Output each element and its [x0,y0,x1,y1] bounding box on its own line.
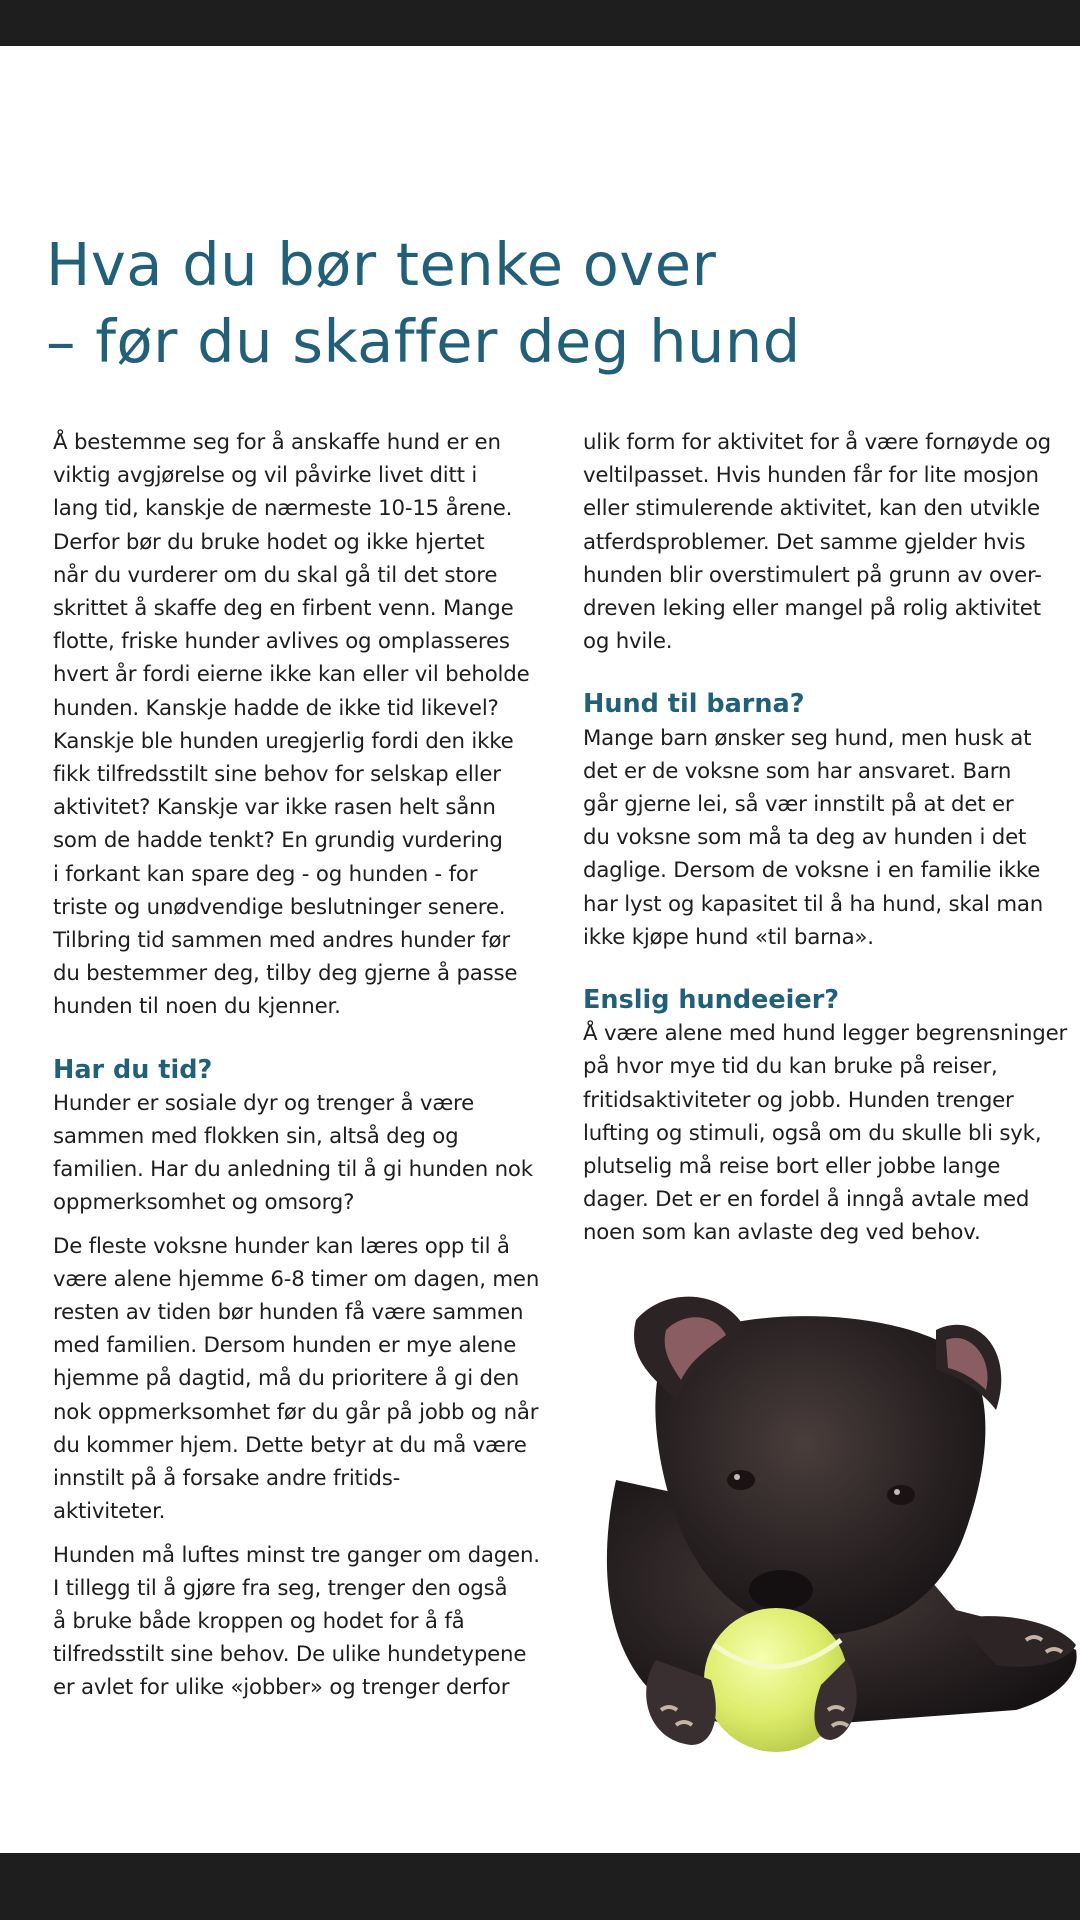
right-column [583,426,1080,1250]
time-paragraph-2: De fleste voksne hunder kan læres opp til å være alene hjemme 6-8 timer om dagen, men resten av tiden bør hunden få være sammen med familien. Dersom hunden er mye alene hjemme på dagtid, må du prioritere å gi den nok oppmerksomhet før du går på jobb og når du kommer hjem. Dette betyr at du må være innstilt på å forsake andre fritids- aktiviteter. [53,1233,540,1525]
time-paragraph-3: Hunden må luftes minst tre ganger om dagen. I tillegg til å gjøre fra seg, trenger den også å bruke både kroppen og hodet for å få tilfredsstilt sine behov. De ulike hundetypene er avlet for ulike «jobber» og trenger derfor [53,1542,540,1701]
intro-paragraph: Å bestemme seg for å anskaffe hund er en viktig avgjørelse og vil påvirke livet ditt i lang tid, kanskje de nærmeste 10-15 årene. Derfor bør du bruke hodet og ikke hjertet når du vurderer om du skal gå til det store skrittet å skaffe deg en firbent venn. Mange flotte, friske hunder avlives og omplasseres hvert år fordi eierne ikke kan eller vil beholde hunden. Kanskje hadde de ikke tid likevel? Kanskje ble hunden uregjerlig fordi den ikke fikk tilfredsstilt sine behov for selskap eller aktivitet? Kanskje var ikke rasen helt sånn som de hadde tenkt? En grundig vurdering i forkant kan spare deg - og hunden - for triste og unødvendige beslutninger senere. Tilbring tid sammen med andres hunder før du bestemmer deg, tilby deg gjerne å passe hunden til noen du kjenner. [53,430,530,1020]
kids-paragraph: Mange barn ønsker seg hund, men husk at det er de voksne som har ansvaret. Barn går gjerne lei, så vær innstilt på at det er du voksne som må ta deg av hunden i det daglige. Dersom de voksne i en familie ikke har lyst og kapasitet til å ha hund, skal man ikke kjøpe hund «til barna». [583,725,1044,950]
heading-kids: Hund til barna? [583,689,805,720]
bottom-bar [0,1853,1080,1920]
heading-time: Har du tid? [53,1054,213,1085]
time-paragraph-1: Hunder er sosiale dyr og trenger å være sammen med flokken sin, altså deg og familien. Har du anledning til å gi hunden nok oppmerksomhet og omsorg? [53,1090,533,1216]
continuation-paragraph: ulik form for aktivitet for å være fornøyde og veltilpasset. Hvis hunden får for lite mosjon eller stimulerende aktivitet, kan den utvikle atferdsproblemer. Det samme gjelder hvis hunden blir overstimulert på grunn av over- dreven leking eller mangel på rolig aktivitet og hvile. [583,430,1051,655]
title-line-2: – før du skaffer deg hund [46,307,801,376]
page-title [46,226,1046,380]
dog-with-ball-image [596,1290,1080,1752]
title-line-1: Hva du bør tenke over [46,230,717,299]
heading-single: Enslig hundeeier? [583,985,840,1016]
top-bar [0,0,1080,46]
single-paragraph: Å være alene med hund legger begrensninger på hvor mye tid du kan bruke på reiser, fritidsaktiviteter og jobb. Hunden trenger lufting og stimuli, også om du skulle bli syk, plutselig må reise bort eller jobbe lange dager. Det er en fordel å inngå avtale med noen som kan avlaste deg ved behov. [583,1021,1068,1246]
left-column [53,426,553,1705]
